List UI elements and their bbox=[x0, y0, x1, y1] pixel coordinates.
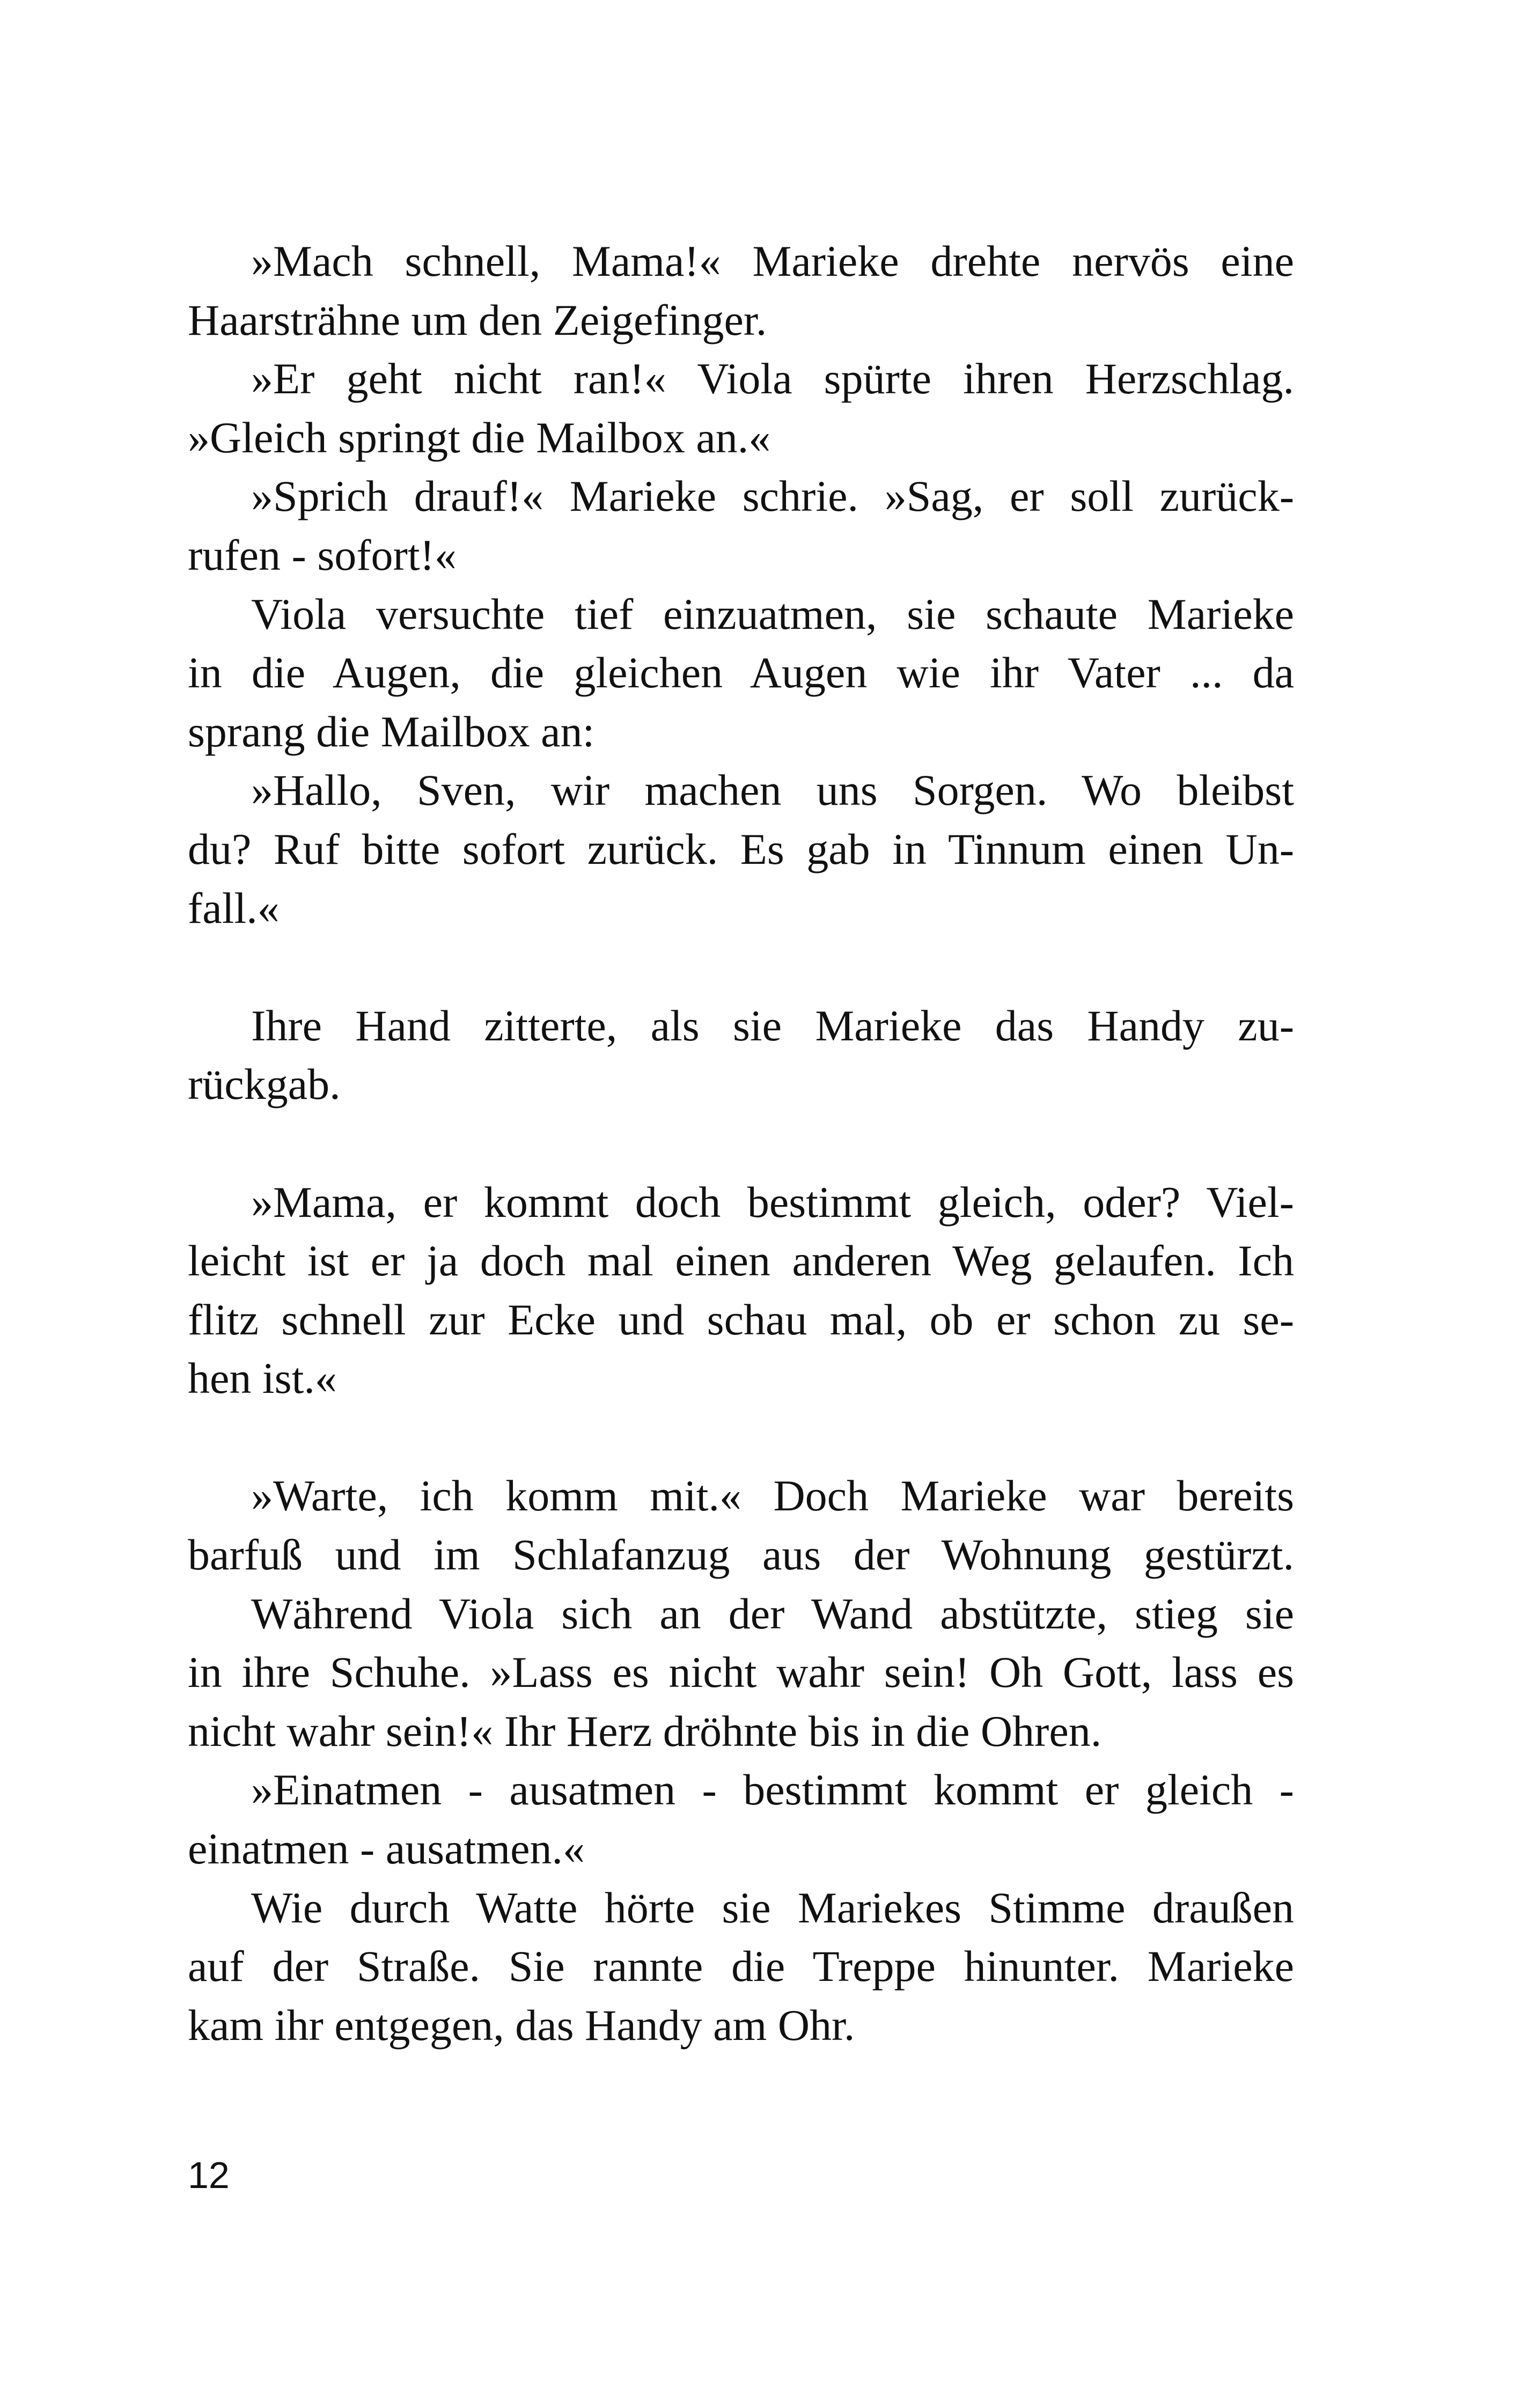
text-line: auf der Straße. Sie rannte die Treppe hinunter. Marieke bbox=[188, 1942, 1294, 1991]
text-line: rufen - sofort!« bbox=[188, 530, 457, 579]
text-line: »Einatmen - ausatmen - bestimmt kommt er gleich - bbox=[251, 1765, 1294, 1815]
text-line: Wie durch Watte hörte sie Mariekes Stimme draußen bbox=[251, 1883, 1294, 1932]
blank-line bbox=[188, 1408, 1294, 1467]
text-line: »Er geht nicht ran!« Viola spürte ihren Herzschlag. bbox=[251, 354, 1294, 403]
text-line: rückgab. bbox=[188, 1060, 341, 1109]
text-line: nicht wahr sein!« Ihr Herz dröhnte bis in die Ohren. bbox=[188, 1706, 1102, 1756]
text-line: flitz schnell zur Ecke und schau mal, ob er schon zu se- bbox=[188, 1295, 1294, 1344]
text-line: »Gleich springt die Mailbox an.« bbox=[188, 413, 771, 462]
text-line: einatmen - ausatmen.« bbox=[188, 1824, 585, 1874]
text-line: in die Augen, die gleichen Augen wie ihr Vater ... da bbox=[188, 648, 1294, 698]
blank-line bbox=[188, 937, 1294, 996]
text-line: »Mach schnell, Mama!« Marieke drehte nervös eine bbox=[251, 237, 1294, 285]
text-line: leicht ist er ja doch mal einen anderen Weg gelaufen. Ich bbox=[188, 1236, 1294, 1286]
text-line: Während Viola sich an der Wand abstützte, stieg sie bbox=[251, 1589, 1294, 1638]
text-line: »Mama, er kommt doch bestimmt gleich, oder? Viel- bbox=[251, 1177, 1294, 1227]
text-line: Viola versuchte tief einzuatmen, sie schaute Marieke bbox=[251, 589, 1294, 638]
text-line: kam ihr entgegen, das Handy am Ohr. bbox=[188, 2000, 855, 2050]
text-line: barfuß und im Schlafanzug aus der Wohnung gestürzt. bbox=[188, 1530, 1294, 1580]
text-line: »Sprich drauf!« Marieke schrie. »Sag, er soll zurück- bbox=[251, 472, 1294, 521]
text-line: du? Ruf bitte sofort zurück. Es gab in Tinnum einen Un- bbox=[188, 824, 1294, 873]
text-line: in ihre Schuhe. »Lass es nicht wahr sein! Oh Gott, lass es bbox=[188, 1648, 1294, 1697]
text-line: Ihre Hand zitterte, als sie Marieke das Handy zu- bbox=[251, 1001, 1294, 1050]
text-line: »Warte, ich komm mit.« Doch Marieke war bereits bbox=[251, 1471, 1294, 1521]
text-line: sprang die Mailbox an: bbox=[188, 707, 595, 756]
blank-line bbox=[188, 1114, 1294, 1173]
text-line: hen ist.« bbox=[188, 1354, 337, 1403]
text-line: fall.« bbox=[188, 883, 280, 933]
page-number: 12 bbox=[188, 2154, 230, 2196]
text-line: »Hallo, Sven, wir machen uns Sorgen. Wo bleibst bbox=[251, 766, 1294, 815]
body-text bbox=[188, 232, 1294, 2054]
text-line: Haarsträhne um den Zeigefinger. bbox=[188, 295, 767, 344]
